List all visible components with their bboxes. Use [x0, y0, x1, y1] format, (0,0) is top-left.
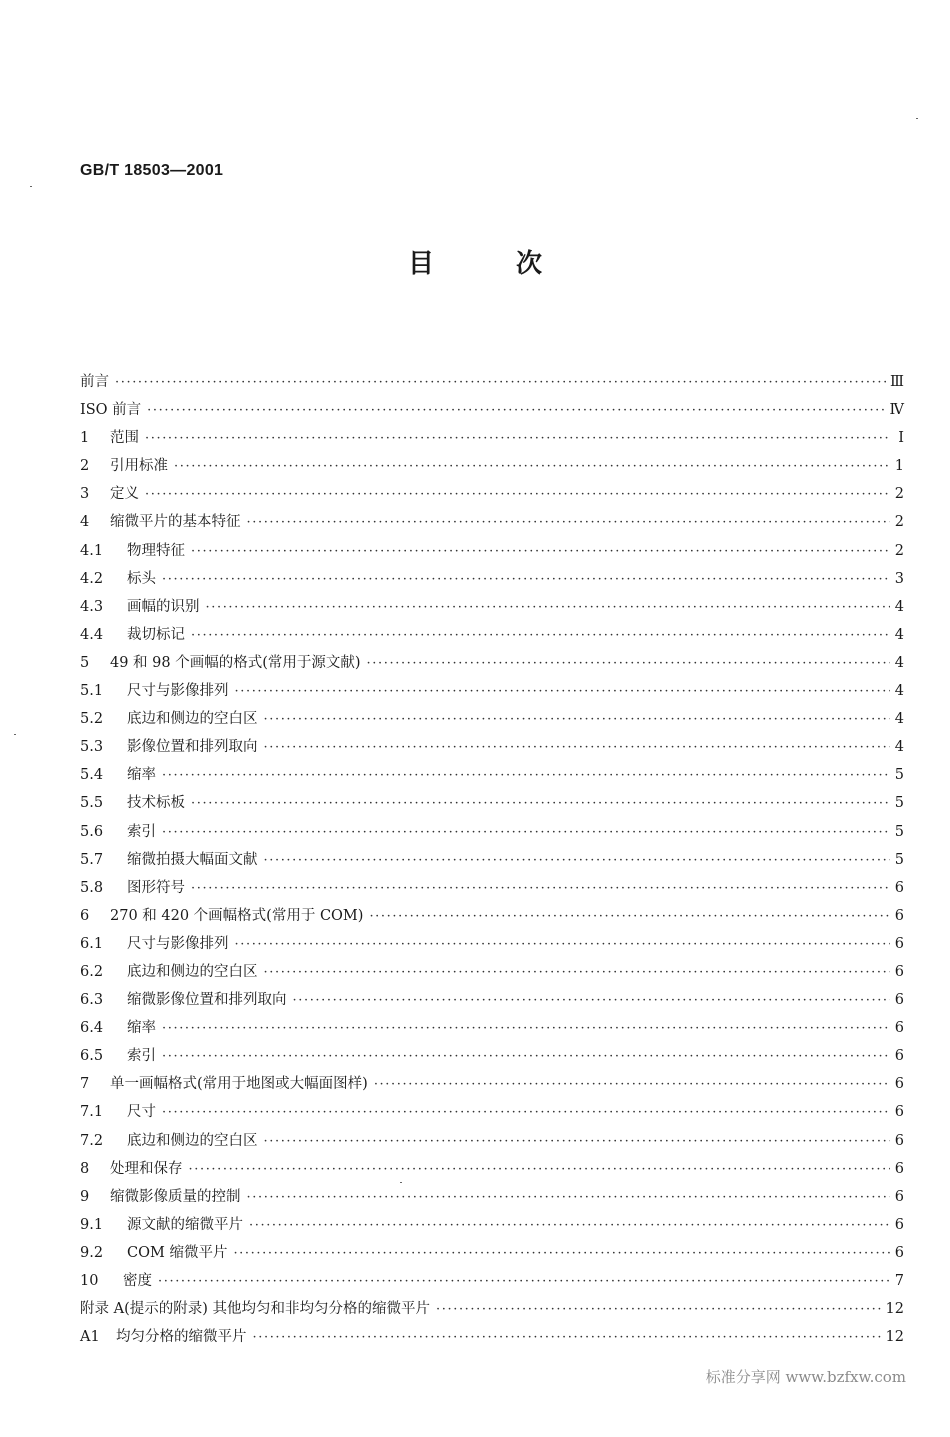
- toc-entry-number: 2: [80, 458, 90, 475]
- toc-entry[interactable]: [80, 1044, 904, 1072]
- toc-entry-title: ISO 前言: [80, 402, 142, 419]
- toc-entry-title: 范围: [110, 430, 139, 447]
- toc-entry-title: 尺寸与影像排列: [127, 683, 229, 700]
- toc-entry-number: A1: [80, 1329, 100, 1346]
- dot-leader: [162, 768, 890, 783]
- dot-leader: [374, 1077, 890, 1092]
- table-of-contents: [80, 370, 904, 1353]
- toc-entry-title: 引用标准: [110, 458, 168, 475]
- toc-entry-page: 4: [894, 626, 904, 643]
- toc-entry-page: 6: [894, 1244, 904, 1261]
- toc-entry-title: 密度: [123, 1273, 152, 1289]
- toc-entry-title: 尺寸与影像排列: [127, 935, 229, 952]
- toc-entry[interactable]: [80, 876, 904, 904]
- standard-code: GB/T 18503—2001: [80, 162, 224, 179]
- toc-entry[interactable]: [80, 539, 904, 567]
- dot-leader: [162, 825, 890, 840]
- toc-entry-title: 索引: [127, 823, 156, 840]
- dot-leader: [247, 515, 891, 530]
- toc-entry-title: COM 缩微平片: [127, 1244, 228, 1261]
- toc-entry-page: 7: [894, 1273, 904, 1289]
- toc-entry-title: 附录 A(提示的附录) 其他均匀和非均匀分格的缩微平片: [80, 1301, 431, 1318]
- toc-entry[interactable]: [80, 1100, 904, 1128]
- toc-entry[interactable]: [80, 595, 904, 623]
- page-title: [0, 243, 950, 280]
- toc-entry[interactable]: [80, 398, 904, 426]
- toc-entry-title: 图形符号: [127, 879, 185, 896]
- toc-entry[interactable]: [80, 426, 904, 454]
- toc-entry-number: 9.1: [80, 1216, 104, 1233]
- dot-leader: [158, 1274, 890, 1289]
- toc-entry-title: 定义: [110, 486, 139, 503]
- toc-entry-number: 5.1: [80, 683, 104, 700]
- dot-leader: [147, 403, 885, 418]
- dot-leader: [191, 796, 890, 811]
- dot-leader: [235, 937, 891, 952]
- dot-leader: [235, 684, 891, 699]
- toc-entry-page: Ⅲ: [890, 374, 904, 390]
- dot-leader: [264, 740, 891, 755]
- toc-entry-page: 6: [894, 1132, 904, 1149]
- toc-entry-page: 5: [894, 795, 904, 812]
- toc-entry-title: 物理特征: [127, 542, 185, 559]
- toc-entry-page: 5: [894, 823, 904, 840]
- toc-entry-number: 3: [80, 486, 90, 503]
- toc-entry-number: 4.4: [80, 626, 104, 643]
- toc-entry-title: 裁切标记: [127, 626, 185, 643]
- toc-entry-title: 底边和侧边的空白区: [127, 963, 258, 980]
- toc-entry[interactable]: [80, 791, 904, 819]
- toc-entry-page: 6: [894, 1160, 904, 1177]
- toc-entry-number: 6.2: [80, 963, 104, 980]
- toc-entry-number: 7.1: [80, 1104, 104, 1121]
- toc-entry-number: 6: [80, 907, 90, 924]
- title-char-2: 次: [516, 249, 543, 279]
- toc-entry-number: 5.2: [80, 711, 104, 728]
- toc-entry-page: 5: [894, 851, 904, 868]
- dot-leader: [233, 1246, 890, 1261]
- toc-entry-title: 缩微平片的基本特征: [110, 514, 241, 531]
- toc-entry[interactable]: [80, 932, 904, 960]
- toc-entry-number: 4.2: [80, 570, 104, 587]
- toc-entry-number: 4: [80, 514, 90, 531]
- toc-entry-number: 5.8: [80, 879, 104, 896]
- toc-entry-page: I: [898, 430, 904, 447]
- toc-entry[interactable]: [80, 1072, 904, 1100]
- dot-leader: [367, 656, 890, 671]
- toc-entry-page: 2: [894, 486, 904, 503]
- toc-entry-title: 标头: [127, 570, 156, 587]
- dot-leader: [264, 1134, 891, 1149]
- toc-entry-title: 技术标板: [127, 795, 185, 812]
- toc-entry[interactable]: [80, 1269, 904, 1297]
- toc-entry-page: 5: [894, 767, 904, 784]
- dot-leader: [249, 1218, 890, 1233]
- toc-entry[interactable]: [80, 482, 904, 510]
- toc-entry-page: 4: [894, 683, 904, 700]
- toc-entry-page: 6: [894, 1188, 904, 1205]
- toc-entry-page: 3: [894, 570, 904, 587]
- toc-entry[interactable]: [80, 1213, 904, 1241]
- dot-leader: [436, 1302, 882, 1317]
- toc-entry-title: 均匀分格的缩微平片: [116, 1329, 247, 1346]
- toc-entry-number: 5.3: [80, 739, 104, 756]
- toc-entry-page: 6: [894, 963, 904, 980]
- toc-entry-title: 缩率: [127, 1020, 156, 1037]
- dot-leader: [145, 431, 890, 446]
- toc-entry[interactable]: [80, 820, 904, 848]
- toc-entry-page: 6: [894, 1104, 904, 1121]
- dot-leader: [191, 544, 890, 559]
- toc-entry-page: Ⅳ: [889, 402, 904, 419]
- dot-leader: [264, 712, 891, 727]
- toc-entry-title: 底边和侧边的空白区: [127, 711, 258, 728]
- toc-entry-page: 6: [894, 1048, 904, 1065]
- toc-entry-page: 4: [894, 654, 904, 671]
- toc-entry-page: 6: [894, 879, 904, 896]
- toc-entry-page: 6: [894, 935, 904, 952]
- dot-leader: [162, 1105, 890, 1120]
- dot-leader: [115, 375, 886, 390]
- toc-entry-title: 270 和 420 个画幅格式(常用于 COM): [110, 907, 364, 924]
- toc-entry[interactable]: [80, 1185, 904, 1213]
- title-char-1: 目: [407, 249, 434, 279]
- toc-entry-title: 单一画幅格式(常用于地图或大幅面图样): [110, 1076, 368, 1093]
- toc-entry-title: 尺寸: [127, 1104, 156, 1121]
- toc-entry-number: 7: [80, 1076, 90, 1093]
- toc-entry-page: 4: [894, 739, 904, 756]
- toc-entry[interactable]: [80, 848, 904, 876]
- toc-entry-number: 6.3: [80, 992, 104, 1009]
- dot-leader: [145, 487, 890, 502]
- toc-entry[interactable]: [80, 988, 904, 1016]
- toc-entry-page: 4: [894, 711, 904, 728]
- toc-entry-page: 1: [894, 458, 904, 475]
- toc-entry-title: 49 和 98 个画幅的格式(常用于源文献): [110, 654, 361, 671]
- toc-entry[interactable]: [80, 1157, 904, 1185]
- toc-entry-title: 缩微影像位置和排列取向: [127, 992, 287, 1009]
- dot-leader: [191, 881, 890, 896]
- toc-entry-title: 前言: [80, 374, 109, 390]
- toc-entry-number: 8: [80, 1160, 90, 1177]
- toc-entry-page: 6: [894, 907, 904, 924]
- toc-entry-number: 9: [80, 1188, 90, 1205]
- dot-leader: [174, 459, 890, 474]
- dot-leader: [162, 572, 890, 587]
- dot-leader: [247, 1190, 891, 1205]
- toc-entry-number: 5.5: [80, 795, 104, 812]
- dot-leader: [264, 853, 891, 868]
- toc-entry-page: 2: [894, 542, 904, 559]
- toc-entry-title: 源文献的缩微平片: [127, 1216, 243, 1233]
- toc-entry[interactable]: [80, 735, 904, 763]
- toc-entry-number: 7.2: [80, 1132, 104, 1149]
- toc-entry-page: 6: [894, 1216, 904, 1233]
- toc-entry[interactable]: [80, 1297, 904, 1325]
- toc-entry-number: 1: [80, 430, 90, 447]
- toc-entry-number: 6.4: [80, 1020, 104, 1037]
- toc-entry[interactable]: [80, 1241, 904, 1269]
- watermark: 标准分享网 www.bzfxw.com: [705, 1368, 906, 1386]
- dot-leader: [369, 909, 890, 924]
- toc-entry-page: 2: [894, 514, 904, 531]
- toc-entry[interactable]: [80, 707, 904, 735]
- toc-entry-title: 底边和侧边的空白区: [127, 1132, 258, 1149]
- dot-leader: [162, 1049, 890, 1064]
- toc-entry[interactable]: [80, 623, 904, 651]
- toc-entry[interactable]: [80, 1016, 904, 1044]
- dot-leader: [264, 965, 891, 980]
- toc-entry-page: 6: [894, 1020, 904, 1037]
- toc-entry-number: 5.4: [80, 767, 104, 784]
- toc-entry[interactable]: [80, 510, 904, 538]
- dot-leader: [253, 1330, 882, 1345]
- toc-entry-page: 12: [885, 1329, 904, 1346]
- toc-entry[interactable]: [80, 651, 904, 679]
- toc-entry[interactable]: [80, 454, 904, 482]
- dot-leader: [191, 628, 890, 643]
- toc-entry-number: 4.3: [80, 598, 104, 615]
- toc-entry[interactable]: [80, 1129, 904, 1157]
- dot-leader: [206, 600, 891, 615]
- toc-entry-title: 缩微拍摄大幅面文献: [127, 851, 258, 868]
- toc-entry[interactable]: [80, 763, 904, 791]
- toc-entry[interactable]: [80, 1325, 904, 1353]
- toc-entry-number: 5.7: [80, 851, 104, 868]
- toc-entry-number: 5: [80, 654, 90, 671]
- toc-entry-number: 10: [80, 1273, 99, 1289]
- toc-entry-number: 5.6: [80, 823, 104, 840]
- toc-entry[interactable]: [80, 679, 904, 707]
- toc-entry-title: 缩率: [127, 767, 156, 784]
- toc-entry-title: 索引: [127, 1048, 156, 1065]
- toc-entry-title: 缩微影像质量的控制: [110, 1188, 241, 1205]
- toc-entry-title: 影像位置和排列取向: [127, 739, 258, 756]
- toc-entry[interactable]: [80, 960, 904, 988]
- toc-entry-title: 处理和保存: [110, 1160, 183, 1177]
- toc-entry-page: 12: [885, 1301, 904, 1318]
- toc-entry-page: 6: [894, 1076, 904, 1093]
- dot-leader: [293, 993, 891, 1008]
- toc-entry-title: 画幅的识别: [127, 598, 200, 615]
- toc-entry-number: 4.1: [80, 542, 104, 559]
- dot-leader: [189, 1162, 891, 1177]
- toc-entry-number: 9.2: [80, 1244, 104, 1261]
- toc-entry-number: 6.1: [80, 935, 104, 952]
- toc-entry-page: 6: [894, 992, 904, 1009]
- toc-entry[interactable]: [80, 567, 904, 595]
- toc-entry-page: 4: [894, 598, 904, 615]
- toc-entry[interactable]: [80, 370, 904, 398]
- toc-entry[interactable]: [80, 904, 904, 932]
- toc-entry-number: 6.5: [80, 1048, 104, 1065]
- dot-leader: [162, 1021, 890, 1036]
